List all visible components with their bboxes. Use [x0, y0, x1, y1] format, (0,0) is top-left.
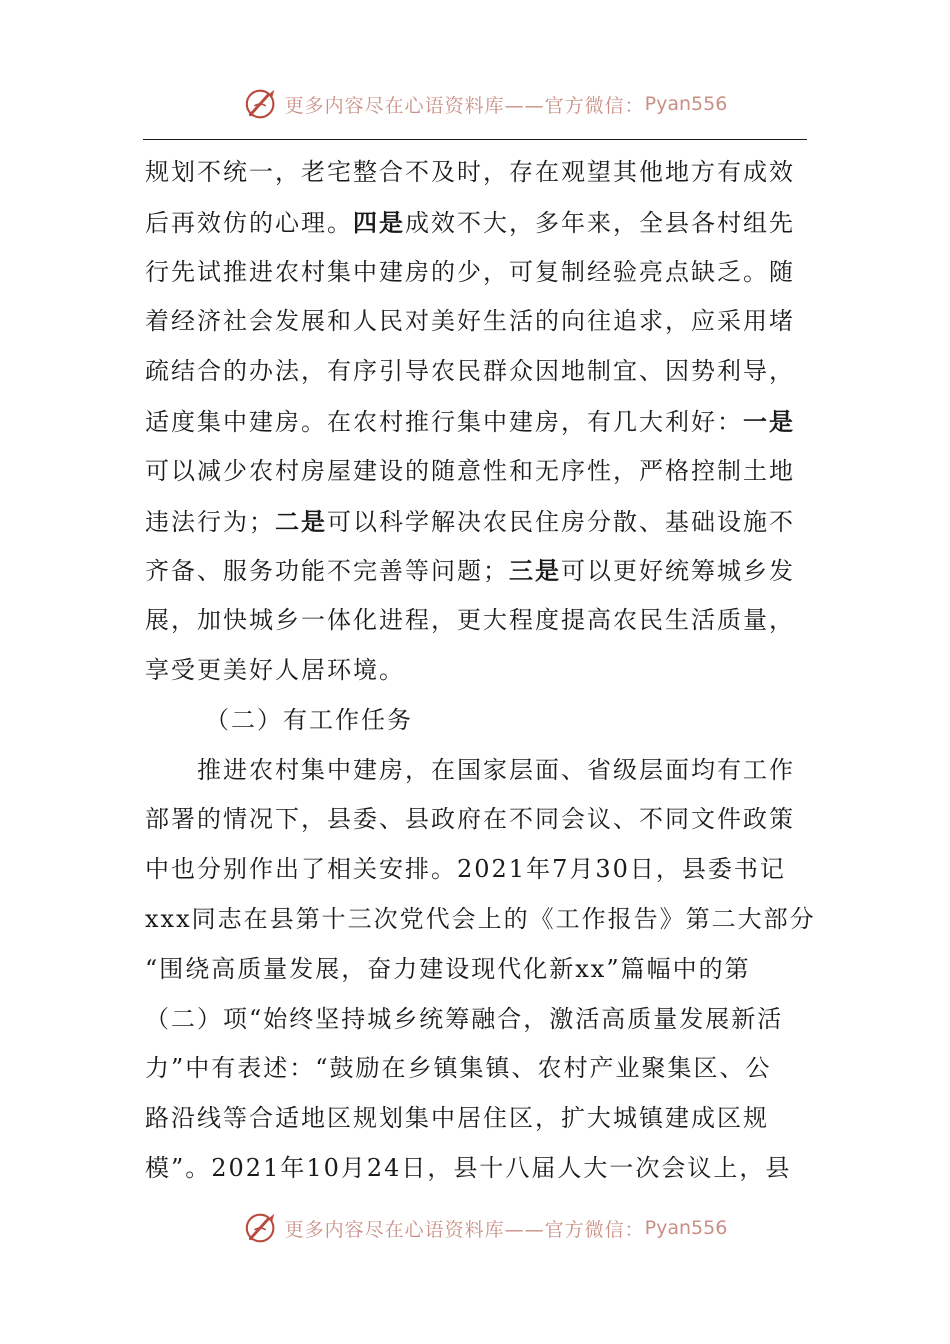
text-line [145, 397, 795, 447]
text-line [145, 198, 795, 248]
text-line [145, 497, 795, 547]
text-line: 展，加快城乡一体化进程，更大程度提高农民生活质量， [145, 606, 795, 635]
text-line: 模”。2021年10月24日，县十八届人大一次会议上，县 [145, 1153, 792, 1182]
footer-banner [0, 1208, 950, 1248]
text-line: 推进农村集中建房，在国家层面、省级层面均有工作 [197, 755, 795, 784]
text-line: 着经济社会发展和人民对美好生活的向往追求，应采用堵 [145, 307, 795, 336]
wechat-id: Pyan556 [644, 1217, 728, 1239]
text-line: 中也分别作出了相关安排。2021年7月30日，县委书记 [145, 855, 786, 884]
header-banner [0, 84, 950, 124]
text-line: 部署的情况下，县委、县政府在不同会议、不同文件政策 [145, 805, 795, 834]
text-span: 成效不大，多年来，全县各村组先 [405, 208, 795, 237]
text-span: 可以更好统筹城乡发 [561, 557, 795, 586]
brush-pen-logo-icon [243, 1209, 281, 1247]
header-divider [143, 139, 807, 140]
text-line: 力”中有表述：“鼓励在乡镇集镇、农村产业聚集区、公 [145, 1054, 772, 1083]
document-body [145, 148, 816, 1194]
text-line: 享受更美好人居环境。 [145, 655, 405, 684]
text-span: 可以科学解决农民住房分散、基础设施不 [327, 507, 795, 536]
text-line: （二）项“始终坚持城乡统筹融合，激活高质量发展新活 [145, 1004, 784, 1033]
bold-label: 一是 [743, 406, 795, 436]
text-span: 齐备、服务功能不完善等问题； [145, 557, 509, 586]
bold-label: 三是 [509, 556, 561, 586]
text-line: “围绕高质量发展，奋力建设现代化新xx”篇幅中的第 [145, 954, 751, 983]
text-span: 适度集中建房。在农村推行集中建房，有几大利好： [145, 407, 743, 436]
text-span: 后再效仿的心理。 [145, 208, 353, 237]
text-line: 行先试推进农村集中建房的少，可复制经验亮点缺乏。随 [145, 257, 795, 286]
section-heading: （二）有工作任务 [205, 705, 413, 734]
brush-pen-logo-icon [243, 85, 281, 123]
wechat-id: Pyan556 [644, 93, 728, 115]
text-line: 规划不统一，老宅整合不及时，存在观望其他地方有成效 [145, 158, 795, 186]
banner-text: 更多内容尽在心语资料库——官方微信： [284, 1218, 645, 1241]
text-line: 疏结合的办法，有序引导农民群众因地制宜、因势利导， [145, 357, 795, 386]
text-line: xxx同志在县第十三次党代会上的《工作报告》第二大部分 [145, 904, 816, 933]
text-line [145, 546, 795, 596]
text-line: 可以减少农村房屋建设的随意性和无序性，严格控制土地 [145, 456, 795, 485]
bold-label: 二是 [275, 506, 327, 536]
bold-label: 四是 [353, 207, 405, 237]
text-span: 违法行为； [145, 507, 275, 536]
banner-text: 更多内容尽在心语资料库——官方微信： [284, 94, 645, 117]
text-line: 路沿线等合适地区规划集中居住区，扩大城镇建成区规 [145, 1104, 769, 1133]
